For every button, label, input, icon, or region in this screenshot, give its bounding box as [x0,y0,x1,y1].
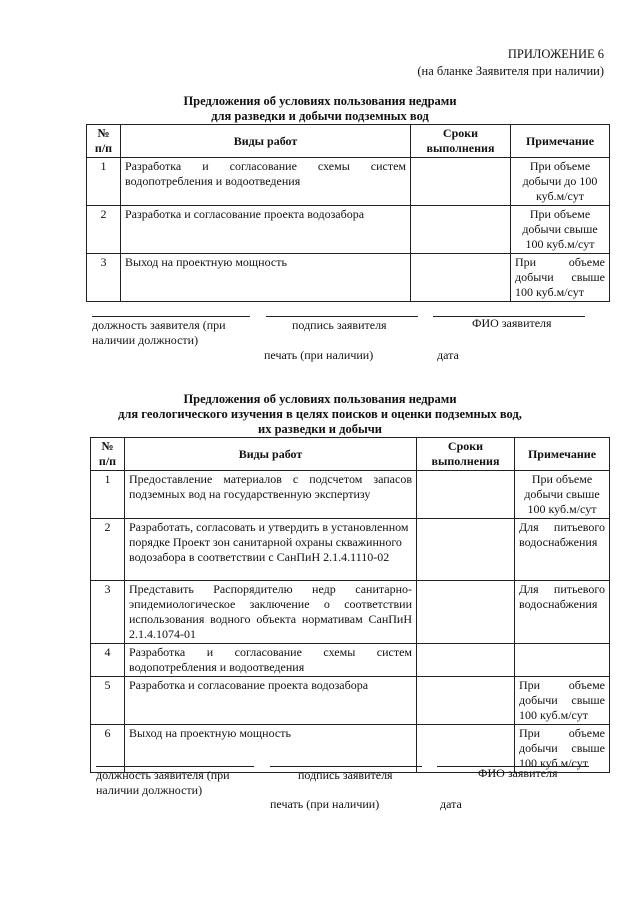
row-note: Для питьевого водоснабжения [515,581,610,644]
row-term [411,158,511,206]
section1-table [86,124,610,302]
stamp-label: печать (при наличии) [270,797,380,811]
col-note-header: Примечание [511,125,610,158]
signature-line [270,766,422,767]
fio-label: ФИО заявителя [472,316,552,330]
table-row [87,158,610,206]
row-work: Разработка и согласование схемы систем водопотребления и водоотведения [125,644,417,677]
section2-heading-line1: Предложения об условиях пользования недрами [183,392,457,406]
row-num: 6 [91,725,125,773]
row-work: Представить Распорядителю недр санитарно-эпидемиологическое заключение о соответствии использования водного объекта нормативам СанПиН 2.1.4.1074-01 [125,581,417,644]
position-label: должность заявителя (при наличии должности) [92,318,226,347]
row-work: Выход на проектную мощность [125,725,417,773]
row-work: Выход на проектную мощность [121,254,411,302]
table-row [91,471,610,519]
signature-label: подпись заявителя [292,318,387,332]
row-note: При объеме добычи свыше 100 куб.м/сут [515,677,610,725]
row-work: Разработка и согласование проекта водозабора [125,677,417,725]
section2-heading-line2: для геологического изучения в целях поисков и оценки подземных вод, [118,407,522,421]
row-num: 2 [91,519,125,581]
appendix-header [417,46,604,80]
row-term [417,519,515,581]
section2-heading-line3: их разведки и добычи [258,422,382,436]
fio-label: ФИО заявителя [478,766,558,780]
col-works-header: Виды работ [125,438,417,471]
table-row [91,519,610,581]
row-note: При объеме добычи свыше 100 куб.м/сут [511,206,610,254]
row-num: 5 [91,677,125,725]
row-term [417,581,515,644]
row-num: 4 [91,644,125,677]
row-term [417,677,515,725]
row-note: Для питьевого водоснабжения [515,519,610,581]
row-num: 1 [87,158,121,206]
row-work: Предоставление материалов с подсчетом запасов подземных вод на государственную экспертизу [125,471,417,519]
stamp-label: печать (при наличии) [264,348,374,362]
signature-line [266,316,418,317]
position-line [96,766,254,767]
row-note [515,644,610,677]
section1-heading [0,94,640,124]
row-num: 3 [87,254,121,302]
col-num-header: № п/п [87,125,121,158]
section2-table [90,437,610,773]
row-note: При объеме добычи до 100 куб.м/сут [511,158,610,206]
table-row [91,677,610,725]
col-note-header: Примечание [515,438,610,471]
section1-heading-line2: для разведки и добычи подземных вод [211,109,429,123]
row-note: При объеме добычи свыше 100 куб.м/сут [515,725,610,773]
date-label: дата [437,348,459,362]
signature-label: подпись заявителя [298,768,393,782]
table-row [87,254,610,302]
row-work: Разработка и согласование проекта водозабора [121,206,411,254]
col-works-header: Виды работ [121,125,411,158]
row-work: Разработка и согласование схемы систем водопотребления и водоотведения [121,158,411,206]
table-row [87,206,610,254]
appendix-subtitle: (на бланке Заявителя при наличии) [417,64,604,78]
row-term [411,206,511,254]
date-label: дата [440,797,462,811]
section1-heading-line1: Предложения об условиях пользования недрами [183,94,457,108]
position-label: должность заявителя (при наличии должности) [96,768,230,797]
col-terms-header: Сроки выполнения [411,125,511,158]
row-note: При объеме добычи свыше 100 куб.м/сут [511,254,610,302]
row-num: 3 [91,581,125,644]
section2-heading [0,392,640,437]
row-note: При объеме добычи свыше 100 куб.м/сут [515,471,610,519]
appendix-title: ПРИЛОЖЕНИЕ 6 [507,47,604,61]
row-num: 2 [87,206,121,254]
row-num: 1 [91,471,125,519]
col-terms-header: Сроки выполнения [417,438,515,471]
row-work: Разработать, согласовать и утвердить в установленном порядке Проект зон санитарной охраны скважинного водозабора в соответствии с СанПиН 2.1.4.1110-02 [125,519,417,581]
row-term [417,644,515,677]
row-term [417,471,515,519]
col-num-header: № п/п [91,438,125,471]
table-row [91,581,610,644]
row-term [411,254,511,302]
position-line [92,316,250,317]
table-row [91,644,610,677]
